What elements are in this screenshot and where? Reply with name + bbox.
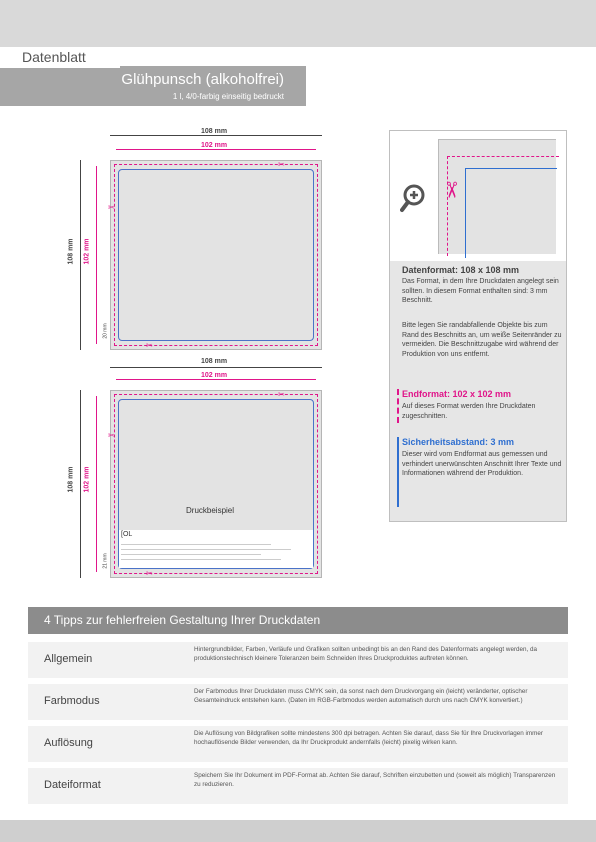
magnifier-plus-icon <box>400 183 428 213</box>
height-inner-line <box>96 166 97 344</box>
footer-band <box>0 820 596 842</box>
endformat-marker <box>397 389 399 423</box>
safety-marker <box>397 437 399 507</box>
example-diagram <box>60 356 340 596</box>
footer-text-line <box>121 559 281 560</box>
height-inner-line <box>96 396 97 572</box>
endformat-title: Endformat: 102 x 102 mm <box>402 389 512 399</box>
width-inner-line <box>116 149 316 150</box>
safety-text: Dieser wird vom Endformat aus gemessen und verhindert unerwünschten Anschnitt Ihrer Texte und Informationen während der Produktion. <box>402 451 562 477</box>
tip-row-dateiformat <box>28 768 568 804</box>
corner-note: 20 mm <box>102 323 109 339</box>
zoom-preview <box>390 131 566 261</box>
scissors-icon: ✂ <box>146 569 153 578</box>
scissors-icon: ✂ <box>108 431 115 440</box>
footer-text-line <box>121 554 261 555</box>
footer-text-line <box>121 544 271 545</box>
height-outer-label: 108 mm <box>67 238 75 265</box>
height-inner-label: 102 mm <box>83 466 91 493</box>
example-label: Druckbeispiel <box>186 506 235 515</box>
product-subtitle: 1 l, 4/0-farbig einseitig bedruckt <box>172 92 284 101</box>
tip-name: Farbmodus <box>44 695 100 707</box>
zoom-safety-line <box>465 168 557 258</box>
scissors-icon: ✂ <box>108 203 115 212</box>
example-footer-text: [OL <box>121 531 133 538</box>
corner-note: 21 mm <box>102 553 109 569</box>
width-outer-label: 108 mm <box>201 358 228 365</box>
width-inner-label: 102 mm <box>201 372 228 379</box>
height-inner-label: 102 mm <box>83 238 91 265</box>
width-outer-label: 108 mm <box>201 128 228 135</box>
width-outer-line <box>110 367 322 368</box>
tip-text: Der Farbmodus Ihrer Druckdaten muss CMYK sein, da sonst nach dem Druckvorgang ein (leicht) veränderter, optischer Gesamteindruck entstehen kann. (Daten im RGB-Farbmodus werden automatisch durch uns nach CMYK konvertiert.) <box>194 688 528 704</box>
bleed-text: Bitte legen Sie randabfallende Objekte bis zum Rand des Beschnitts an, um weiße Seitenränder zu vermeiden. Die Beschnittzugabe wird während der Produktion von uns entfernt. <box>402 322 562 358</box>
datenformat-text: Das Format, in dem Ihre Druckdaten angelegt sein sollten. In diesem Format enthalten sind: 3 mm Beschnitt. <box>402 278 559 304</box>
datasheet-tab: Datenblatt <box>0 47 120 68</box>
datenformat-title: Datenformat: 108 x 108 mm <box>402 265 520 275</box>
height-outer-line <box>80 160 81 350</box>
scissors-icon: ✂ <box>146 341 153 350</box>
tip-row-allgemein <box>28 642 568 678</box>
format-diagram <box>60 128 340 368</box>
tip-text: Speichern Sie Ihr Dokument im PDF-Format ab. Achten Sie darauf, Schriften einzubetten und (soweit als möglich) Transparenzen zu reduzieren. <box>194 772 556 788</box>
tip-name: Allgemein <box>44 653 93 665</box>
example-footer <box>119 530 313 568</box>
format-legend <box>389 130 567 522</box>
safety-line <box>118 169 314 341</box>
title-band <box>0 68 306 106</box>
width-inner-line <box>116 379 316 380</box>
footer-text-line <box>121 549 291 550</box>
width-outer-line <box>110 135 322 136</box>
scissors-icon: ✂ <box>439 180 465 200</box>
product-title: Glühpunsch (alkoholfrei) <box>121 71 284 88</box>
scissors-icon: ✂ <box>278 390 285 399</box>
tip-name: Dateiformat <box>44 779 101 791</box>
tip-text: Hintergrundbilder, Farben, Verläufe und Grafiken sollten unbedingt bis an den Rand des Datenformats angelegt werden, da produktionstechnisch kleinere Toleranzen beim Schneiden Ihres Druckproduktes auftreten können. <box>194 646 538 662</box>
width-inner-label: 102 mm <box>201 142 228 149</box>
endformat-text: Auf dieses Format werden Ihre Druckdaten zugeschnitten. <box>402 403 536 420</box>
header-band <box>0 0 596 47</box>
height-outer-line <box>80 390 81 578</box>
height-outer-label: 108 mm <box>67 466 75 493</box>
tip-row-aufloesung <box>28 726 568 762</box>
safety-title: Sicherheitsabstand: 3 mm <box>402 437 515 447</box>
scissors-icon: ✂ <box>278 160 285 169</box>
tip-row-farbmodus <box>28 684 568 720</box>
tip-name: Auflösung <box>44 737 93 749</box>
tips-title: 4 Tipps zur fehlerfreien Gestaltung Ihrer Druckdaten <box>28 607 568 634</box>
tip-text: Die Auflösung von Bildgrafiken sollte mindestens 300 dpi betragen. Achten Sie darauf, dass Sie für Ihre Druckvorlagen immer hochauflösende Bilder verwenden, da Ihr Druckprodukt andernfalls (leicht) pixelig wirken kann. <box>194 730 543 746</box>
